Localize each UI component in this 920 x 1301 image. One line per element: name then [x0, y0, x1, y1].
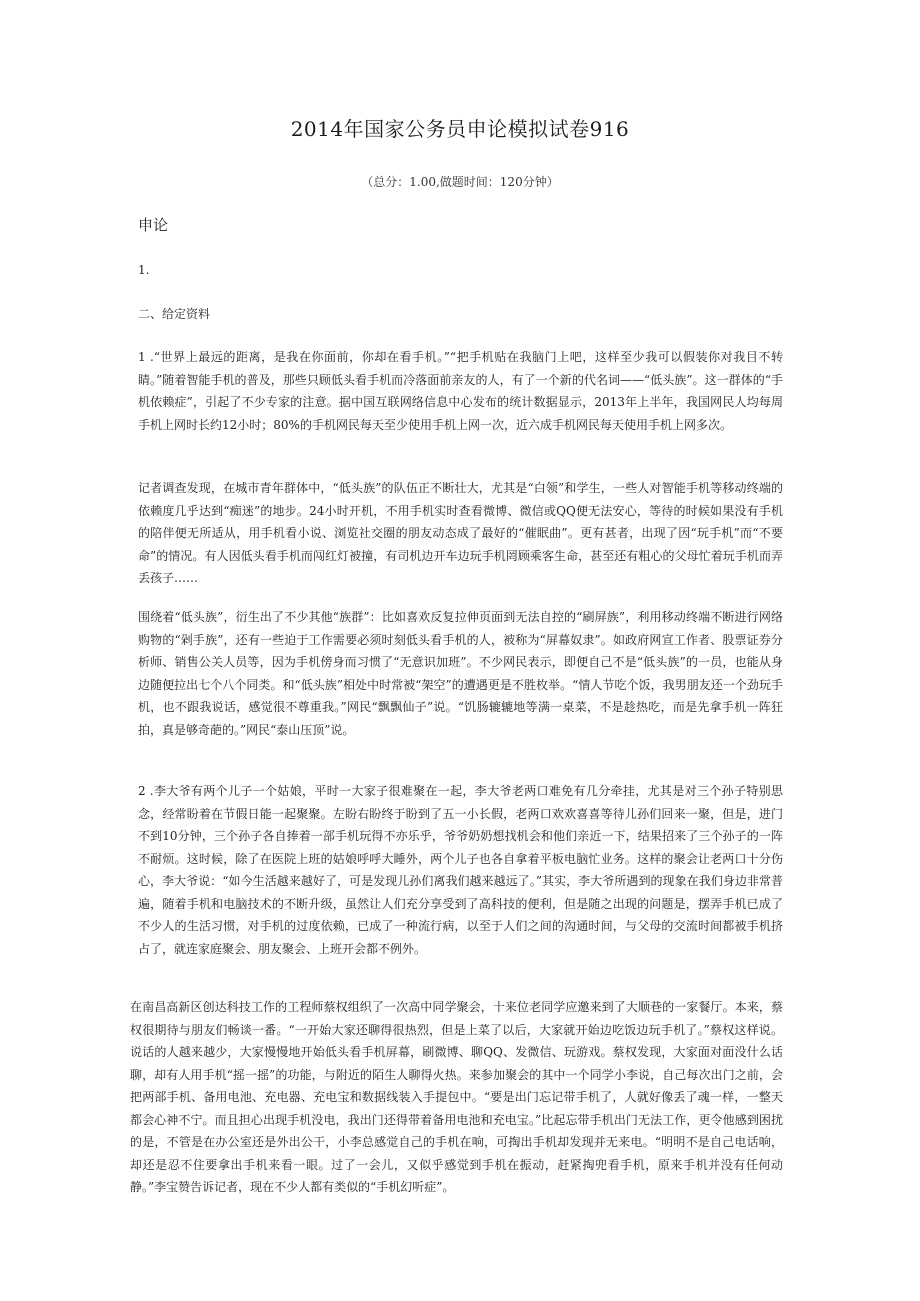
material-paragraph: 2 .李大爷有两个儿子一个姑娘，平时一大家子很难聚在一起，李大爷老两口难免有几分牵挂，尤其是对三个孙子特别思念，经常盼着在节假日能一起聚聚。左盼右盼终于盼到了五一小长假，老两口欢欢喜喜等待儿孙们回来一聚，但是，进门不到10分钟，三个孙子各自捧着一部手机玩得不亦乐乎，爷爷奶奶想找机会和他们亲近一下，结果招来了三个孙子的一阵不耐烦。这时候，除了在医院上班的姑娘呼呼大睡外，两个儿子也各自拿着平板电脑忙业务。这样的聚会让老两口十分伤心，李大爷说：“如今生活越来越好了，可是发现儿孙们离我们越来越远了。”其实，李大爷所遇到的现象在我们身边非常普遍，随着手机和电脑技术的不断升级，虽然让人们充分享受到了高科技的便利，但是随之出现的问题是，摆弄手机已成了不少人的生活习惯，对手机的过度依赖，已成了一种流行病，以至于人们之间的沟通时间，与父母的交流时间都被手机挤占了，就连家庭聚会、朋友聚会、上班开会都不例外。 — [138, 784, 783, 956]
section-heading: 申论 — [138, 216, 169, 234]
question-number: 1. — [138, 263, 150, 277]
material-paragraph: 记者调查发现，在城市青年群体中，“低头族”的队伍正不断壮大，尤其是“白领”和学生，一些人对智能手机等移动终端的依赖度几乎达到“痴迷”的地步。24小时开机，不用手机实时查看微博、微信或QQ便无法安心，等待的时候如果没有手机的陪伴便无所适从，用手机看小说、浏览社交圈的朋友动态成了最好的“催眠曲”。更有甚者，出现了因“玩手机”而“不要命”的情况。有人因低头看手机而闯红灯被撞，有司机边开车边玩手机罔顾乘客生命，甚至还有粗心的父母忙着玩手机而弄丢孩子…… — [138, 481, 783, 585]
material-paragraph: 1 .“世界上最远的距离，是我在你面前，你却在看手机。”“把手机贴在我脑门上吧，这样至少我可以假装你对我目不转睛。”随着智能手机的普及，那些只顾低头看手机而冷落面前亲友的人，有了一个新的代名词——“低头族”。这一群体的“手机依赖症”，引起了不少专家的注意。据中国互联网络信息中心发布的统计数据显示，2013年上半年，我国网民人均每周手机上网时长约12小时；80%的手机网民每天至少使用手机上网一次，近六成手机网民每天使用手机上网多次。 — [138, 350, 783, 432]
exam-info: （总分：1.00,做题时间：120分钟） — [361, 175, 559, 189]
material-heading: 二、给定资料 — [138, 307, 211, 321]
document-title: 2014年国家公务员申论模拟试卷916 — [290, 117, 630, 141]
material-paragraph: 围绕着“低头族”，衍生出了不少其他“族群”：比如喜欢反复拉伸页面到无法自控的“刷屏族”，利用移动终端不断进行网络购物的“剁手族”，还有一些迫于工作需要必须时刻低头看手机的人，被称为“屏幕奴隶”。如政府网宣工作者、股票证券分析师、销售公关人员等，因为手机傍身而习惯了“无意识加班”。不少网民表示，即便自己不是“低头族”的一员，也能从身边随便拉出七个八个同类。和“低头族”相处中时常被“架空”的遭遇更是不胜枚举。“情人节吃个饭，我男朋友还一个劲玩手机，也不跟我说话，感觉很不尊重我。”网民“飘飘仙子”说。“饥肠辘辘地等满一桌菜，不是趁热吃，而是先拿手机一阵狂拍，真是够奇葩的。”网民“泰山压顶”说。 — [138, 610, 783, 737]
material-paragraph: 在南昌高新区创达科技工作的工程师蔡权组织了一次高中同学聚会，十来位老同学应邀来到了大顺巷的一家餐厅。本来，蔡权很期待与朋友们畅谈一番。“一开始大家还聊得很热烈，但是上菜了以后，大家就开始边吃饭边玩手机了。”蔡权这样说。说话的人越来越少，大家慢慢地开始低头看手机屏幕，刷微博、聊QQ、发微信、玩游戏。蔡权发现，大家面对面没什么话聊，却有人用手机“摇一摇”的功能，与附近的陌生人聊得火热。来参加聚会的其中一个同学小李说，自己每次出门之前，会把两部手机、备用电池、充电器、充电宝和数据线装入手提包中。“要是出门忘记带手机了，人就好像丢了魂一样，一整天都会心神不宁。而且担心出现手机没电，我出门还得带着备用电池和充电宝。”比起忘带手机出门无法工作，更令他感到困扰的是，不管是在办公室还是外出公干，小李总感觉自己的手机在响，可掏出手机却发现并无来电。“明明不是自己电话响，却还是忍不住要拿出手机来看一眼。过了一会儿，又似乎感觉到手机在振动，赶紧掏兜看手机，原来手机并没有任何动静。”李宝赞告诉记者，现在不少人都有类似的“手机幻听症”。 — [130, 1000, 783, 1194]
